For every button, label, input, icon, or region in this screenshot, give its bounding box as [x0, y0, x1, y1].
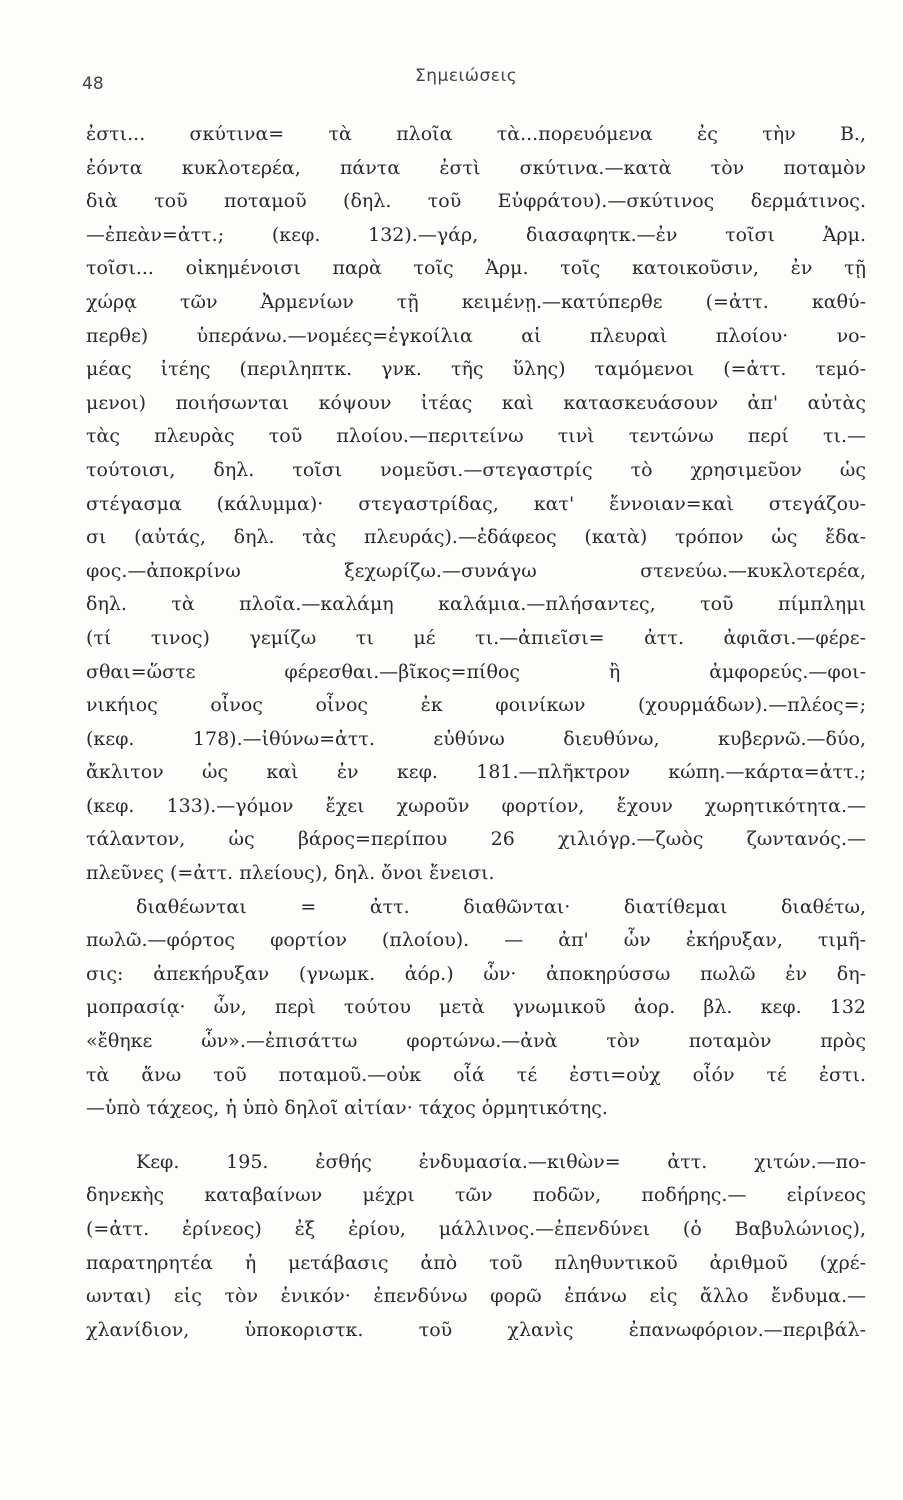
text-line: (κεφ. 133).—γόμον ἔχει χωροῦν φορτίον, ἔχουν χωρητικότητα.—	[86, 794, 866, 817]
text-line: ἐστι... σκύτινα= τὰ πλοῖα τὰ...πορευόμενα ἐς τὴν Β.,	[86, 123, 866, 145]
text-line: παρατηρητέα ἡ μετάβασις ἀπὸ τοῦ πληθυντικοῦ ἀριθμοῦ (χρέ-	[86, 1251, 866, 1274]
text-line: (=ἀττ. ἐρίνεος) ἐξ ἐρίου, μάλλινος.—ἐπενδύνει (ὁ Βαβυλώνιος),	[86, 1218, 866, 1240]
text-line: δηνεκὴς καταβαίνων μέχρι τῶν ποδῶν, ποδήρης.— εἰρίνεος	[86, 1184, 866, 1207]
text-line: φος.—ἀποκρίνω ξεχωρίζω.—συνάγω στενεύω.—κυκλοτερέα,	[86, 559, 866, 582]
text-line: σις: ἀπεκήρυξαν (γνωμκ. ἀόρ.) ὧν· ἀποκηρύσσω πωλῶ ἐν δη-	[86, 962, 866, 985]
text-line: νικήιος οἶνος οἶνος ἐκ φοινίκων (χουρμάδων).—πλέος=;	[86, 694, 866, 717]
text-line: χώρᾳ τῶν Ἀρμενίων τῇ κειμένῃ.—κατύπερθε (=ἀττ. καθύ-	[86, 290, 866, 313]
text-line: χλανίδιον, ὑποκοριστκ. τοῦ χλανὶς ἐπανωφόριον.—περιβάλ-	[86, 1318, 866, 1341]
notes-body	[86, 118, 866, 1347]
text-line: στέγασμα (κάλυμμα)· στεγαστρίδας, κατ' ἔννοιαν=καὶ στεγάζου-	[86, 492, 866, 515]
text-line: —ἐπεὰν=ἀττ.; (κεφ. 132).—γάρ, διασαφητκ.—ἐν τοῖσι Ἀρμ.	[86, 223, 866, 246]
text-line: —ὑπὸ τάχεος, ἡ ὑπὸ δηλοῖ αἰτίαν· τάχος ὁρμητικότης.	[86, 1097, 608, 1120]
text-line: «ἔθηκε ὧν».—ἐπισάττω φορτώνω.—ἀνὰ τὸν ποταμὸν πρὸς	[86, 1030, 866, 1053]
text-line: (τί τινος) γεμίζω τι μέ τι.—ἀπιεῖσι= ἀττ. ἀφιᾶσι.—φέρε-	[86, 626, 866, 649]
running-title: Σημειώσεις	[415, 66, 518, 86]
text-line: (κεφ. 178).—ἰθύνω=ἀττ. εὐθύνω διευθύνω, κυβερνῶ.—δύο,	[86, 727, 866, 750]
text-line: μέας ἰτέης (περιληπτκ. γνκ. τῆς ὕλης) ταμόμενοι (=ἀττ. τεμό-	[86, 358, 866, 381]
page-header	[82, 64, 862, 94]
text-line: δηλ. τὰ πλοῖα.—καλάμη καλάμια.—πλήσαντες, τοῦ πίμπλημι	[86, 593, 866, 616]
text-line: Κεφ. 195. ἐσθής ἐνδυμασία.—κιθὼν= ἀττ. χιτών.—πο-	[136, 1150, 866, 1173]
page-number: 48	[82, 74, 104, 94]
text-line: διαθέωνται = ἀττ. διαθῶνται· διατίθεμαι διαθέτω,	[136, 895, 866, 918]
text-line: μοπρασίᾳ· ὧν, περὶ τούτου μετὰ γνωμικοῦ ἀορ. βλ. κεφ. 132	[86, 996, 866, 1019]
text-line: σθαι=ὥστε φέρεσθαι.—βῖκος=πίθος ἢ ἀμφορεύς.—φοι-	[86, 660, 866, 683]
text-line: τὰς πλευρὰς τοῦ πλοίου.—περιτείνω τινὶ τεντώνω περί τι.—	[86, 425, 866, 448]
text-line: ἐόντα κυκλοτερέα, πάντα ἐστὶ σκύτινα.—κατὰ τὸν ποταμὸν	[86, 156, 866, 179]
text-line: σι (αὐτάς, δηλ. τὰς πλευράς).—ἐδάφεος (κατὰ) τρόπον ὡς ἔδα-	[86, 526, 866, 549]
text-line: μενοι) ποιήσωνται κόψουν ἰτέας καὶ κατασκευάσουν ἀπ' αὐτὰς	[86, 391, 866, 414]
text-line: πλεῦνες (=ἀττ. πλείους), δηλ. ὄνοι ἔνεισι.	[86, 862, 495, 885]
text-line: τοῖσι... οἰκημένοισι παρὰ τοῖς Ἀρμ. τοῖς κατοικοῦσιν, ἐν τῇ	[86, 257, 866, 280]
text-line: διὰ τοῦ ποταμοῦ (δηλ. τοῦ Εὐφράτου).—σκύτινος δερμάτινος.	[86, 190, 866, 213]
text-line: πωλῶ.—φόρτος φορτίον (πλοίου). — ἀπ' ὧν ἐκήρυξαν, τιμῆ-	[86, 929, 866, 952]
text-line: περθε) ὑπεράνω.—νομέες=ἐγκοίλια αἱ πλευραὶ πλοίου· νο-	[86, 324, 866, 347]
text-line: τούτοισι, δηλ. τοῖσι νομεῦσι.—στεγαστρίς τὸ χρησιμεῦον ὡς	[86, 458, 866, 481]
text-line: τὰ ἄνω τοῦ ποταμοῦ.—οὐκ οἷά τέ ἐστι=οὐχ οἷόν τέ ἐστι.	[86, 1063, 866, 1086]
text-line: ωνται) εἰς τὸν ἑνικόν· ἐπενδύνω φορῶ ἐπάνω εἰς ἄλλο ἔνδυμα.—	[86, 1285, 866, 1308]
text-line: τάλαντον, ὡς βάρος=περίπου 26 χιλιόγρ.—ζωὸς ζωντανός.—	[86, 828, 866, 851]
text-line: ἄκλιτον ὡς καὶ ἐν κεφ. 181.—πλῆκτρον κώπη.—κάρτα=ἀττ.;	[86, 761, 866, 784]
